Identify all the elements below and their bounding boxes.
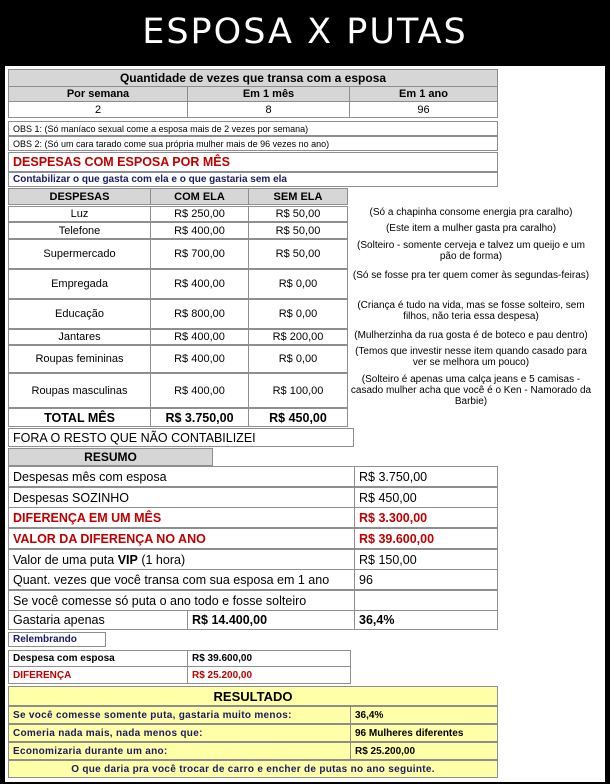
expenses-subtitle: Contabilizar o que gasta com ela e o que gastaria sem ela: [8, 172, 498, 187]
result-footer: O que daria pra você trocar de carro e encher de putas no ano seguinte.: [8, 760, 498, 778]
summary-value: R$ 39.600,00: [354, 528, 498, 549]
expense-without: R$ 0,00: [248, 269, 348, 299]
expense-note: (Temos que investir nesse item quando casado para ver se melhora um pouco): [355, 346, 587, 368]
result-title: RESULTADO: [8, 686, 498, 706]
total-without: R$ 450,00: [248, 408, 348, 427]
expense-with: R$ 400,00: [150, 222, 249, 239]
page-title: ESPOSA X PUTAS: [142, 12, 468, 52]
result-value-2: 96 Mulheres diferentes: [350, 724, 498, 742]
summary-gastaria-label: Gastaria apenas: [8, 610, 188, 630]
expenses-col-without: SEM ELA: [248, 188, 348, 205]
summary-label: VALOR DA DIFERENÇA NO ANO: [8, 528, 355, 549]
summary-value: R$ 3.750,00: [354, 466, 498, 487]
expense-name: Educação: [8, 299, 151, 329]
expense-without: R$ 50,00: [248, 239, 348, 269]
expense-note: (Este item a mulher gasta pra caralho): [385, 223, 557, 234]
reminder-difference-value: R$ 25.200,00: [187, 666, 351, 684]
expense-with: R$ 400,00: [150, 373, 249, 408]
summary-value: R$ 3.300,00: [354, 507, 498, 528]
result-value-3: R$ 25.200,00: [350, 742, 498, 760]
expense-without: R$ 0,00: [248, 299, 348, 329]
summary-label: [8, 549, 355, 570]
frequency-col-week: Por semana: [8, 86, 188, 102]
expense-without: R$ 100,00: [248, 373, 348, 408]
expense-with: R$ 250,00: [150, 206, 249, 222]
expense-without: R$ 200,00: [248, 329, 348, 345]
summary-gastaria-percent: 36,4%: [354, 610, 498, 630]
expense-without: R$ 50,00: [248, 222, 348, 239]
reminder-expense-label: Despesa com esposa: [8, 650, 188, 667]
expense-with: R$ 800,00: [150, 299, 249, 329]
summary-label: Despesas mês com esposa: [8, 466, 355, 487]
obs-1: OBS 1: (Só maníaco sexual come a esposa mais de 2 vezes por semana): [8, 121, 498, 136]
summary-value: R$ 150,00: [354, 549, 498, 570]
summary-label-post: (1 hora): [137, 552, 186, 567]
frequency-week-value: 2: [8, 101, 188, 118]
reminder-expense-value: R$ 39.600,00: [187, 650, 351, 667]
expense-with: R$ 700,00: [150, 239, 249, 269]
summary-label: Quant. vezes que você transa com sua esposa em 1 ano: [8, 569, 355, 590]
summary-gastaria-value: R$ 14.400,00: [187, 610, 355, 630]
expenses-col-with: COM ELA: [150, 188, 249, 205]
frequency-header: Quantidade de vezes que transa com a esposa: [8, 69, 498, 87]
frequency-year-value: 96: [349, 101, 498, 118]
reminder-title: Relembrando: [8, 632, 106, 647]
expense-name: Jantares: [8, 329, 151, 345]
obs-2: OBS 2: (Só um cara tarado come sua própria mulher mais de 96 vezes no ano): [8, 136, 498, 151]
summary-label: Se você comesse só puta o ano todo e fosse solteiro: [8, 590, 355, 611]
summary-title: RESUMO: [8, 448, 213, 466]
expense-with: R$ 400,00: [150, 329, 249, 345]
summary-value: R$ 450,00: [354, 487, 498, 508]
not-accounted-note: FORA O RESTO QUE NÃO CONTABILIZEI: [8, 428, 354, 447]
expense-name: Roupas femininas: [8, 345, 151, 373]
summary-label: Despesas SOZINHO: [8, 487, 355, 508]
expense-note: (Só se fosse pra ter quem comer às segundas-feiras): [352, 270, 590, 281]
expense-note: (Criança é tudo na vida, mas se fosse solteiro, sem filhos, não teria essa despesa): [357, 300, 585, 322]
expense-with: R$ 400,00: [150, 269, 249, 299]
result-label-1: Se você comesse somente puta, gastaria muito menos:: [8, 706, 351, 724]
expense-name: Empregada: [8, 269, 151, 299]
expense-note: (Solteiro é apenas uma calça jeans e 5 camisas - casado mulher acha que você é o Ken - Namorado da Barbie): [350, 374, 592, 407]
summary-label-bold: VIP: [117, 552, 138, 567]
expense-name: Roupas masculinas: [8, 373, 151, 408]
frequency-col-year: Em 1 ano: [349, 86, 498, 102]
total-with: R$ 3.750,00: [150, 408, 249, 427]
expense-note: (Só a chapinha consome energia pra caralho): [369, 207, 573, 218]
summary-value: [354, 590, 498, 611]
expense-name: Telefone: [8, 222, 151, 239]
total-label: TOTAL MÊS: [8, 408, 151, 427]
expenses-col-name: DESPESAS: [8, 188, 151, 205]
summary-value: 96: [354, 569, 498, 590]
summary-label-pre: Valor de uma puta: [13, 552, 118, 567]
spreadsheet: [5, 66, 605, 782]
expense-with: R$ 400,00: [150, 345, 249, 373]
result-label-2: Comeria nada mais, nada menos que:: [8, 724, 351, 742]
expenses-title: DESPESAS COM ESPOSA POR MÊS: [8, 152, 498, 172]
expense-without: R$ 50,00: [248, 206, 348, 222]
reminder-difference-label: DIFERENÇA: [8, 666, 188, 684]
expense-name: Supermercado: [8, 239, 151, 269]
expense-name: Luz: [8, 206, 151, 222]
result-label-3: Economizaria durante um ano:: [8, 742, 351, 760]
frequency-month-value: 8: [187, 101, 350, 118]
result-value-1: 36,4%: [350, 706, 498, 724]
expense-without: R$ 0,00: [248, 345, 348, 373]
frequency-col-month: Em 1 mês: [187, 86, 350, 102]
expense-note: (Solteiro - somente cerveja e talvez um queijo e um pão de forma): [357, 240, 585, 262]
summary-label: DIFERENÇA EM UM MÊS: [8, 507, 355, 528]
expense-note: (Mulherzinha da rua gosta é de boteco e pau dentro): [354, 330, 588, 341]
